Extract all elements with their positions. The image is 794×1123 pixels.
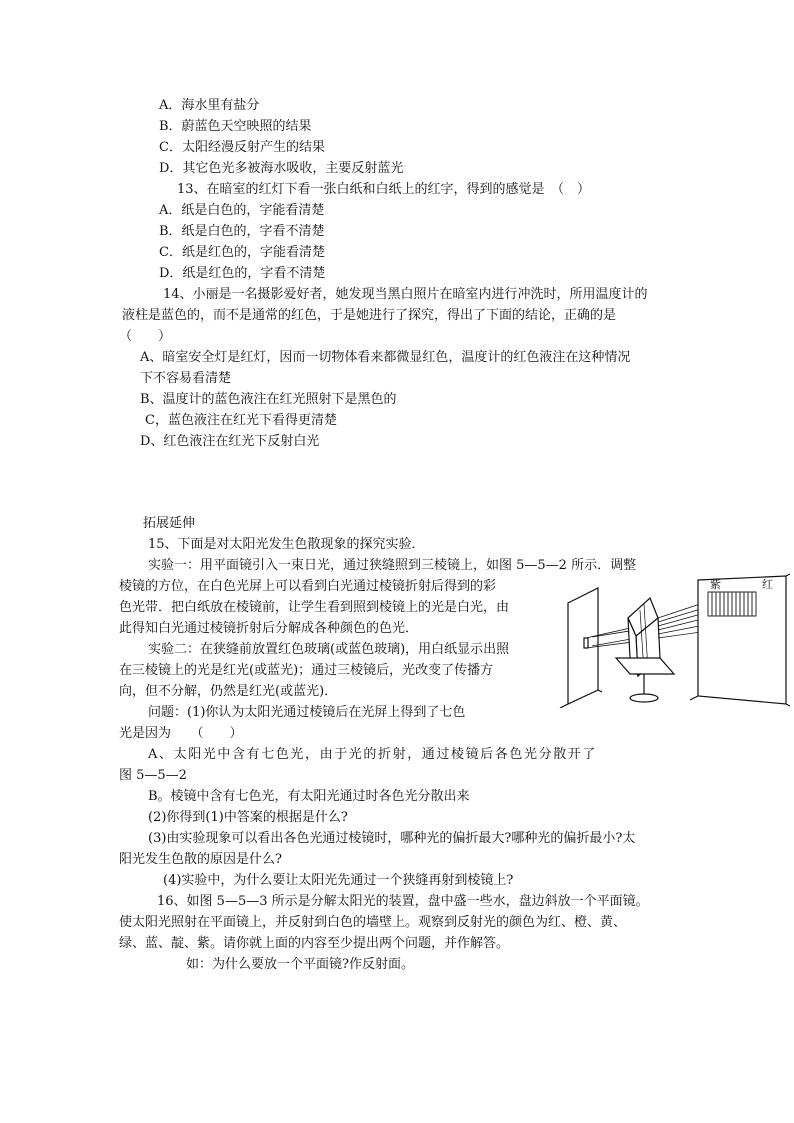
section-title: 拓展延伸 [143,516,196,531]
q15-question3-line-2: 阳光发生色散的原因是什么? [119,852,282,867]
q15-question3-line-1: (3)由实验现象可以看出各色光通过棱镜时，哪种光的偏折最大?哪种光的偏折最小?太 [148,831,636,846]
q13-option-a: A．纸是白色的，字能看清楚 [159,203,325,218]
q14-option-b: B、温度计的蓝色液注在红光照射下是黑色的 [140,392,397,407]
q14-option-a-line-1: A、暗室安全灯是红灯，因而一切物体看来都微显红色，温度计的红色液注在这种情况 [140,350,631,365]
q13-option-b: B．纸是白色的，字看不清楚 [159,224,325,239]
q16-line-1: 16、如图 5—5—3 所示是分解太阳光的装置，盘中盛一些水，盘边斜放一个平面镜。 [157,894,649,909]
q15-question2: (2)你得到(1)中答案的根据是什么? [148,810,348,825]
q15-exp1-line-2: 棱镜的方位，在白色光屏上可以看到白光通过棱镜折射后得到的彩 [119,579,497,594]
q15-question1-line-2: 光是因为 （ ） [119,726,243,741]
q14-option-c: C，蓝色液注在红光下看得更清楚 [145,413,337,428]
q15-exp2-line-2: 在三棱镜上的光是红光(或蓝光)；通过三棱镜后，光改变了传播方 [119,663,494,678]
q15-exp2-line-1: 实验二：在狭缝前放置红色玻璃(或蓝色玻璃)，用白纸显示出照 [148,642,510,657]
q14-stem-line-1: 14、小丽是一名摄影爱好者，她发现当黑白照片在暗室内进行冲洗时，所用温度计的 [163,287,648,302]
q16-line-3: 绿、蓝、靛、紫。请你就上面的内容至少提出两个问题，并作解答。 [119,936,510,951]
q14-option-a-line-2: 下不容易看清楚 [140,371,232,386]
label-red: 红 [762,578,773,591]
q15-option-a-line-1: A、太阳光中含有七色光，由于光的折射，通过棱镜后各色光分散开了 [148,747,597,762]
q13-option-d: D．纸是红色的，字看不清楚 [159,266,326,281]
q15-question1-line-1: 问题：(1)你认为太阳光通过棱镜后在光屏上得到了七色 [148,705,466,720]
q15-intro: 15、下面是对太阳光发生色散现象的探究实验． [148,537,425,552]
label-purple: 紫 [710,578,721,591]
q15-exp2-line-3: 向，但不分解，仍然是红光(或蓝光)． [119,684,338,699]
q12-option-a: A．海水里有盐分 [159,98,260,113]
q16-example: 如：为什么要放一个平面镜?作反射面。 [186,957,414,972]
q13-option-c: C．纸是红色的，字能看清楚 [159,245,325,260]
q12-option-b: B．蔚蓝色天空映照的结果 [159,119,312,134]
q12-option-d: D．其它色光多被海水吸收，主要反射蓝光 [159,161,404,176]
q15-option-b: B。棱镜中含有七色光，有太阳光通过时各色光分散出来 [148,789,470,804]
q15-question4: (4)实验中，为什么要让太阳光先通过一个狭缝再射到棱镜上? [163,873,514,888]
q15-exp1-line-4: 此得知白光通过棱镜折射后分解成各种颜色的色光． [119,621,419,636]
q15-exp1-line-1: 实验一：用平面镜引入一束日光，通过狭缝照到三棱镜上，如图 5—5—2 所示．调整 [148,558,637,573]
q14-option-d: D、红色液注在红光下反射白光 [140,434,320,449]
q12-option-c: C．太阳经漫反射产生的结果 [159,140,325,155]
prism-stand [616,658,674,702]
q16-line-2: 使太阳光照射在平面镜上，并反射到白色的墙壁上。观察到反射光的颜色为红、橙、黄、 [119,915,627,930]
q15-exp1-line-3: 色光带．把白纸放在棱镜前，让学生看到照到棱镜上的光是白光，由 [119,600,510,615]
q15-option-a-line-2: 图 5—5—2 [119,768,187,783]
q13-stem: 13、在暗室的红灯下看一张白纸和白纸上的红字，得到的感觉是 （ ） [177,182,591,197]
q14-stem-line-2: 液柱是蓝色的，而不是通常的红色，于是她进行了探究，得出了下面的结论，正确的是 [122,308,617,323]
q14-stem-line-3: （ ） [119,329,172,344]
slit-board [560,588,602,708]
prism-dispersion-figure [540,558,790,708]
